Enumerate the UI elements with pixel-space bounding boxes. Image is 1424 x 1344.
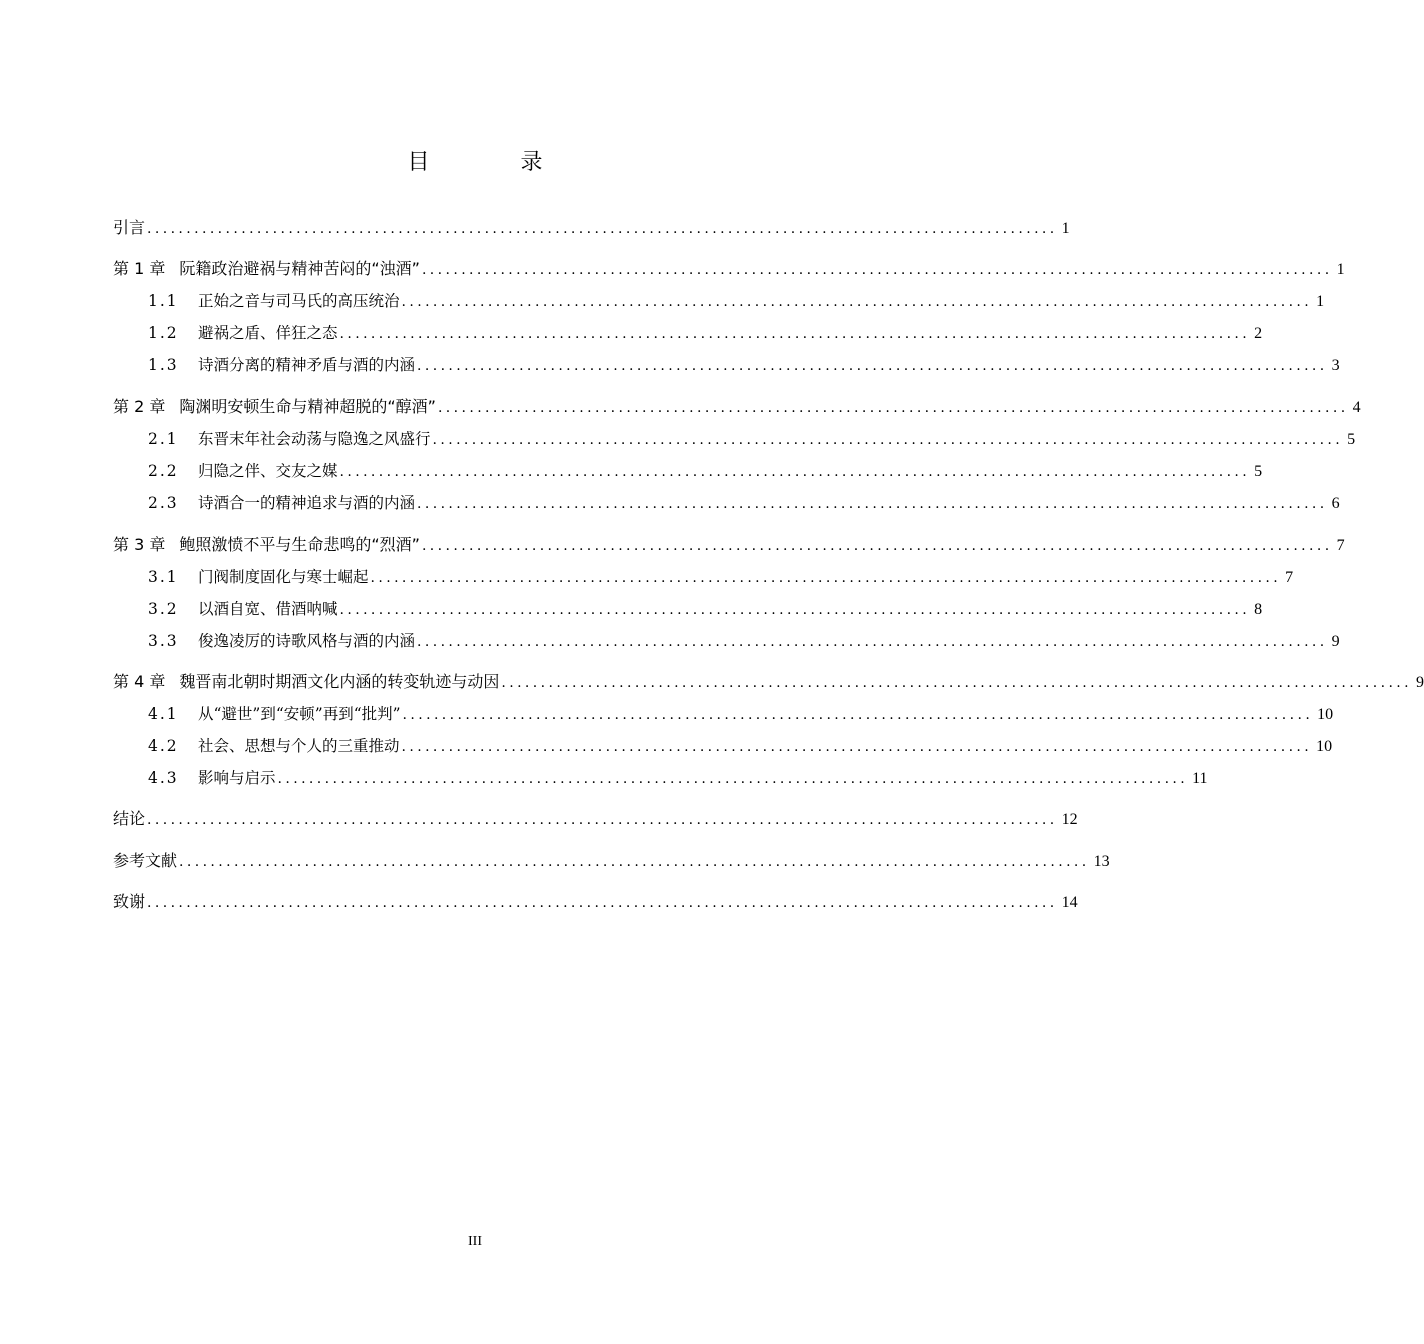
toc-entry-section-4-1[interactable] [148, 702, 1334, 726]
section-number: 2.3 [148, 494, 179, 512]
toc-page-number: 4 [1352, 399, 1361, 416]
dot-leader: .................................................................................................................... [147, 812, 1058, 828]
section-number: 2.1 [148, 430, 179, 448]
toc-entry-section-2-1[interactable] [148, 427, 1356, 451]
toc-entry-intro[interactable] [113, 216, 1070, 240]
toc-page-number: 14 [1061, 894, 1078, 911]
page-title: 目 录 [407, 150, 585, 175]
toc-entry-section-1-3[interactable] [148, 353, 1340, 377]
toc-entry-label [148, 491, 415, 515]
section-number: 4.3 [148, 769, 179, 787]
chapter-number: 第 3 章 [113, 535, 166, 554]
toc-entry-section-3-2[interactable] [148, 597, 1263, 621]
toc-page-number: 7 [1336, 537, 1345, 554]
section-title: 东晋末年社会动荡与隐逸之风盛行 [198, 430, 431, 448]
toc-entry-label [148, 629, 415, 653]
toc-page-number: 5 [1347, 431, 1356, 448]
toc-entry-section-2-3[interactable] [148, 491, 1340, 515]
dot-leader: .................................................................................................................... [339, 602, 1251, 618]
toc-entry-chapter-2[interactable] [113, 395, 1361, 419]
section-title: 门阀制度固化与寒士崛起 [198, 568, 369, 586]
footer-page-number: III [468, 1234, 482, 1249]
section-number: 3.3 [148, 632, 179, 650]
dot-leader: .................................................................................................................... [277, 771, 1189, 787]
toc-entry-label [113, 670, 499, 694]
chapter-number: 第 1 章 [113, 259, 166, 278]
toc-page-number: 8 [1254, 601, 1263, 618]
chapter-number: 第 4 章 [113, 672, 166, 691]
section-title: 诗酒合一的精神追求与酒的内涵 [198, 494, 416, 512]
toc-entry-label [113, 533, 420, 557]
toc-entry-section-4-2[interactable] [148, 734, 1333, 758]
toc-page-number: 7 [1285, 569, 1294, 586]
toc-entry-label: 参考文献 [113, 851, 178, 870]
dot-leader: .................................................................................................................... [339, 464, 1251, 480]
toc-page-number: 1 [1336, 261, 1345, 278]
toc-page-number: 10 [1316, 738, 1333, 755]
chapter-title: 阮籍政治避祸与精神苦闷的“浊酒” [179, 259, 420, 278]
toc-entry-label [148, 427, 431, 451]
toc-entry-label [148, 565, 369, 589]
dot-leader: .................................................................................................................... [421, 538, 1333, 554]
toc-entry-label: 致谢 [113, 892, 146, 911]
toc-entry-label: 结论 [113, 809, 146, 828]
dot-leader: .................................................................................................................... [147, 895, 1058, 911]
dot-leader: .................................................................................................................... [370, 570, 1282, 586]
dot-leader: .................................................................................................................... [339, 326, 1251, 342]
section-title: 社会、思想与个人的三重推动 [198, 737, 400, 755]
section-title: 诗酒分离的精神矛盾与酒的内涵 [198, 356, 416, 374]
dot-leader: .................................................................................................................... [417, 358, 1328, 374]
dot-leader: .................................................................................................................... [432, 432, 1344, 448]
section-title: 以酒自宽、借酒呐喊 [198, 600, 338, 618]
toc-entry-section-3-1[interactable] [148, 565, 1294, 589]
toc-page-number: 11 [1192, 770, 1208, 787]
section-number: 1.3 [148, 356, 179, 374]
toc-entry-label [148, 734, 400, 758]
dot-leader: .................................................................................................................... [147, 221, 1058, 237]
section-title: 避祸之盾、佯狂之态 [198, 324, 338, 342]
toc-entry-label [148, 459, 338, 483]
dot-leader: .................................................................................................................... [417, 496, 1328, 512]
dot-leader: .................................................................................................................... [437, 400, 1349, 416]
section-number: 3.1 [148, 568, 179, 586]
toc-entry-label [148, 353, 415, 377]
section-number: 4.1 [148, 705, 179, 723]
toc-page-number: 12 [1061, 811, 1078, 828]
section-title: 从“避世”到“安顿”再到“批判” [198, 705, 401, 723]
toc-entry-conclusion[interactable] [113, 807, 1078, 831]
section-title: 归隐之伴、交友之媒 [198, 462, 338, 480]
toc-page-number: 5 [1254, 463, 1263, 480]
toc-entry-references[interactable] [113, 849, 1110, 873]
section-title: 正始之音与司马氏的高压统治 [198, 292, 400, 310]
toc-page-number: 9 [1416, 674, 1424, 691]
toc-entry-label [148, 597, 338, 621]
toc-entry-label [148, 702, 401, 726]
dot-leader: .................................................................................................................... [179, 854, 1090, 870]
section-number: 4.2 [148, 737, 179, 755]
section-title: 俊逸凌厉的诗歌风格与酒的内涵 [198, 632, 416, 650]
toc-page-number: 1 [1316, 293, 1325, 310]
toc-page-number: 2 [1254, 325, 1263, 342]
dot-leader: .................................................................................................................... [402, 707, 1314, 723]
chapter-title: 鲍照激愤不平与生命悲鸣的“烈酒” [179, 535, 420, 554]
toc-page-number: 13 [1093, 853, 1110, 870]
section-title: 影响与启示 [198, 769, 276, 787]
dot-leader: .................................................................................................................... [401, 739, 1313, 755]
section-number: 2.2 [148, 462, 179, 480]
toc-page-number: 6 [1331, 495, 1340, 512]
toc-entry-chapter-4[interactable] [113, 670, 1424, 694]
dot-leader: .................................................................................................................... [417, 634, 1328, 650]
toc-entry-section-1-2[interactable] [148, 321, 1263, 345]
toc-entry-label [113, 395, 436, 419]
toc-page-number: 1 [1061, 220, 1070, 237]
toc-entry-acknowledgements[interactable] [113, 890, 1078, 914]
dot-leader: .................................................................................................................... [501, 675, 1412, 691]
dot-leader: .................................................................................................................... [421, 262, 1333, 278]
toc-entry-section-1-1[interactable] [148, 289, 1325, 313]
chapter-title: 陶渊明安顿生命与精神超脱的“醇酒” [179, 397, 436, 416]
toc-entry-label: 引言 [113, 218, 146, 237]
toc-entry-chapter-1[interactable] [113, 257, 1345, 281]
toc-entry-section-2-2[interactable] [148, 459, 1263, 483]
toc-entry-label [148, 289, 400, 313]
chapter-title: 魏晋南北朝时期酒文化内涵的转变轨迹与动因 [179, 672, 500, 691]
toc-entry-label [148, 321, 338, 345]
toc-page-number: 9 [1331, 633, 1340, 650]
chapter-number: 第 2 章 [113, 397, 166, 416]
toc-page-number: 10 [1317, 706, 1334, 723]
toc-page-number: 3 [1331, 357, 1340, 374]
toc-entry-chapter-3[interactable] [113, 533, 1345, 557]
toc-entry-label [148, 766, 276, 790]
section-number: 1.1 [148, 292, 179, 310]
toc-entry-label [113, 257, 420, 281]
toc-entry-section-3-3[interactable] [148, 629, 1340, 653]
section-number: 3.2 [148, 600, 179, 618]
toc-entry-section-4-3[interactable] [148, 766, 1208, 790]
section-number: 1.2 [148, 324, 179, 342]
dot-leader: .................................................................................................................... [401, 294, 1313, 310]
